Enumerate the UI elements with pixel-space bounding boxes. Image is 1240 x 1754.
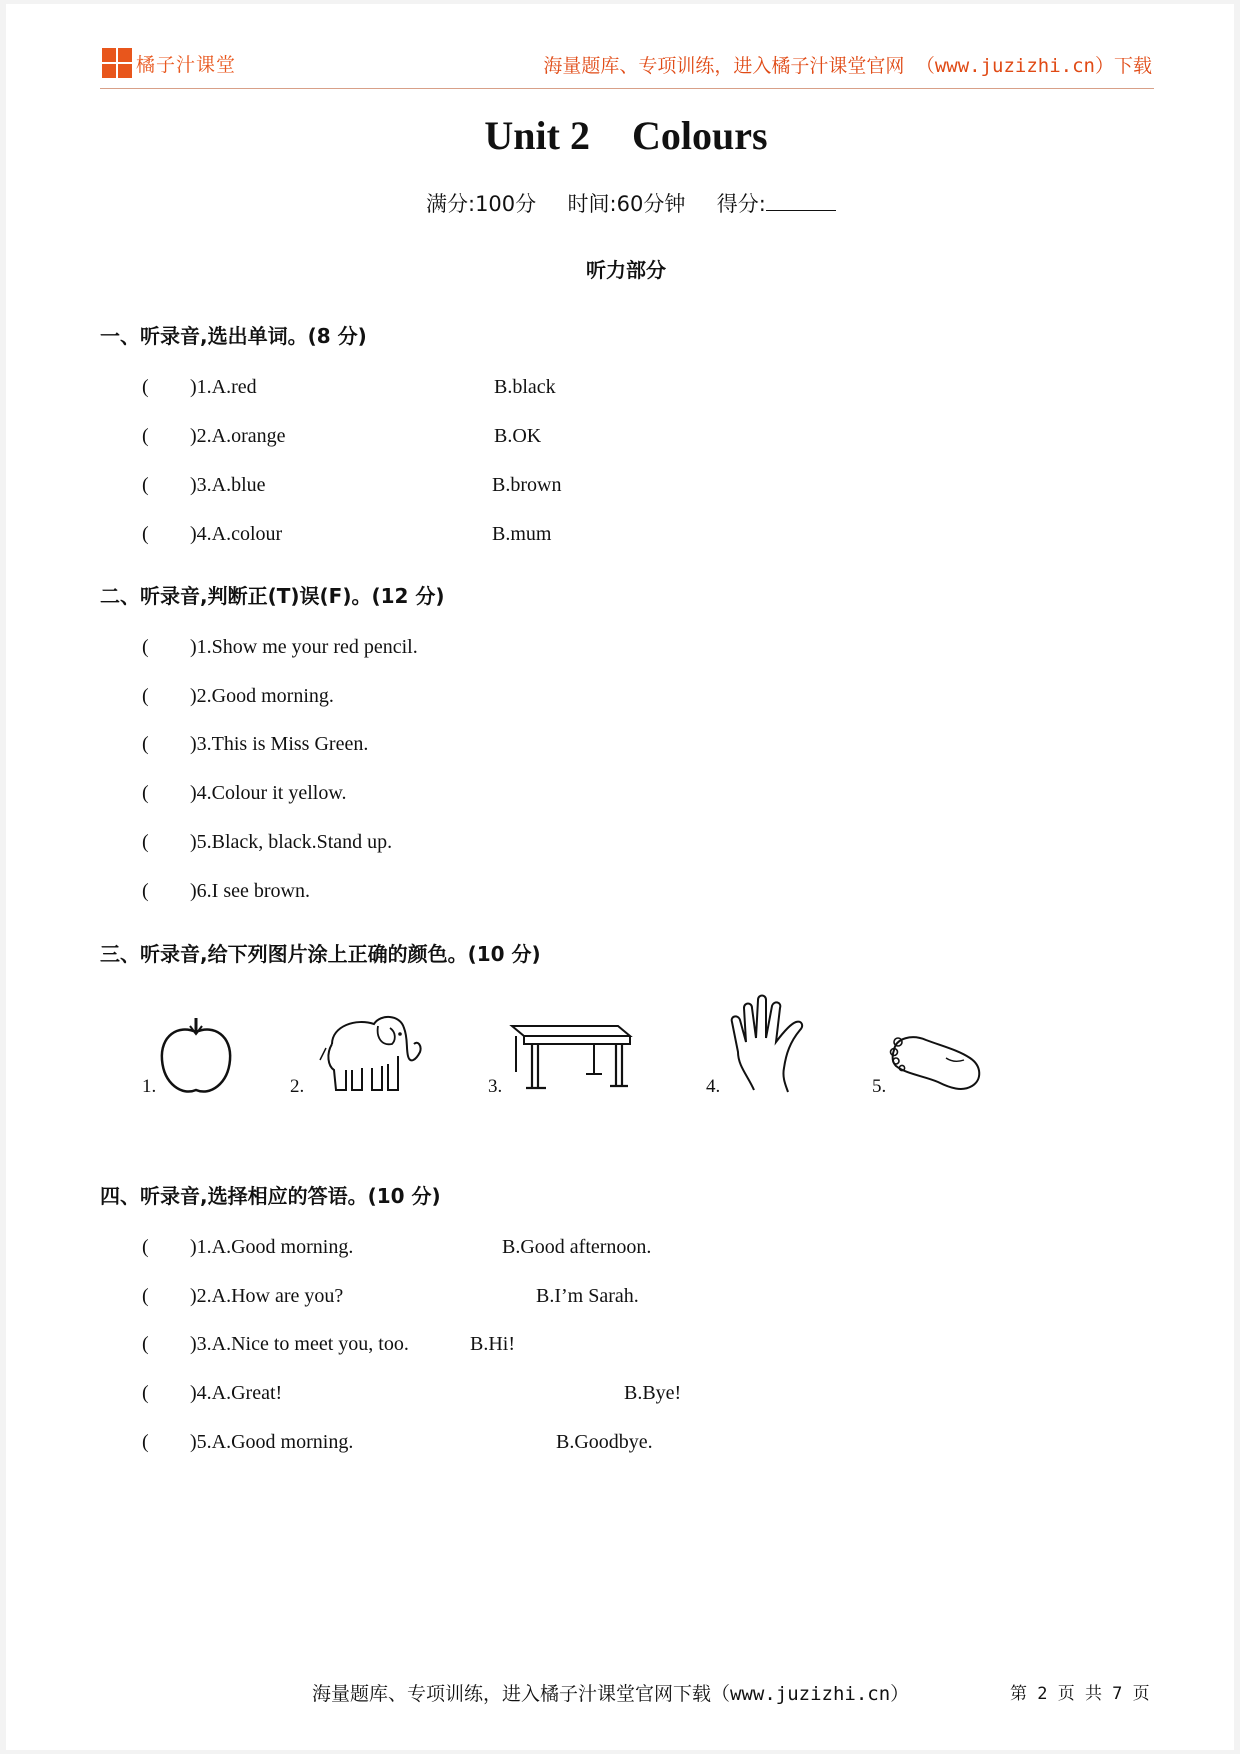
- hand-icon[interactable]: [724, 992, 808, 1096]
- option-a: )2.A.How are you?: [190, 1285, 344, 1307]
- section3-heading: 三、听录音,给下列图片涂上正确的颜色。(10 分): [100, 942, 541, 966]
- picture-number: 5.: [872, 1076, 887, 1097]
- option-b: B.Good afternoon.: [502, 1236, 652, 1258]
- answer-paren[interactable]: (: [142, 782, 149, 804]
- option-a: )3.A.blue: [190, 474, 266, 496]
- answer-paren[interactable]: (: [142, 733, 149, 755]
- answer-paren[interactable]: (: [142, 880, 149, 902]
- answer-paren[interactable]: (: [142, 1236, 149, 1258]
- answer-paren[interactable]: (: [142, 1333, 149, 1355]
- score-blank[interactable]: [766, 192, 836, 211]
- option-a: )5.A.Good morning.: [190, 1431, 354, 1453]
- answer-paren[interactable]: (: [142, 831, 149, 853]
- header-divider: [100, 88, 1154, 89]
- option-b: B.black: [494, 376, 556, 398]
- answer-paren[interactable]: (: [142, 1285, 149, 1307]
- option-a: )4.A.Great!: [190, 1382, 283, 1404]
- option-b: B.Hi!: [470, 1333, 515, 1355]
- section2-heading: 二、听录音,判断正(T)误(F)。(12 分): [100, 584, 445, 608]
- option-b: B.I’m Sarah.: [536, 1285, 639, 1307]
- picture-number: 3.: [488, 1076, 503, 1097]
- answer-paren[interactable]: (: [142, 376, 149, 398]
- apple-icon[interactable]: [156, 1014, 236, 1098]
- page-number: 第 2 页 共 7 页: [1010, 1684, 1150, 1704]
- picture-number: 4.: [706, 1076, 721, 1097]
- answer-paren[interactable]: (: [142, 685, 149, 707]
- statement: )1.Show me your red pencil.: [190, 636, 418, 658]
- section1-heading: 一、听录音,选出单词。(8 分): [100, 324, 367, 348]
- logo-text: 橘子汁课堂: [136, 53, 237, 76]
- worksheet-page: [6, 4, 1234, 1750]
- option-a: )3.A.Nice to meet you, too.: [190, 1333, 409, 1355]
- answer-paren[interactable]: (: [142, 636, 149, 658]
- part-heading: 听力部分: [586, 258, 666, 282]
- picture-number: 1.: [142, 1076, 157, 1097]
- answer-paren[interactable]: (: [142, 474, 149, 496]
- score-label: 得分:: [716, 192, 766, 216]
- picture-number: 2.: [290, 1076, 305, 1097]
- option-b: B.OK: [494, 425, 542, 447]
- time-limit: 时间:60分钟: [567, 192, 686, 216]
- footer-text[interactable]: 海量题库、专项训练，进入橘子汁课堂官网下载（www.juzizhi.cn）: [312, 1683, 910, 1705]
- statement: )2.Good morning.: [190, 685, 334, 707]
- statement: )6.I see brown.: [190, 880, 310, 902]
- score-line: [426, 188, 836, 218]
- title-unit: Unit 2: [484, 113, 590, 158]
- foot-icon[interactable]: [886, 1028, 986, 1096]
- option-a: )4.A.colour: [190, 523, 283, 545]
- answer-paren[interactable]: (: [142, 1382, 149, 1404]
- option-b: B.Goodbye.: [556, 1431, 653, 1453]
- option-a: )1.A.Good morning.: [190, 1236, 354, 1258]
- statement: )3.This is Miss Green.: [190, 733, 369, 755]
- logo-icon: [102, 48, 132, 78]
- header-slogan[interactable]: 海量题库、专项训练，进入橘子汁课堂官网 （www.juzizhi.cn）下载: [543, 55, 1152, 77]
- title-topic: Colours: [632, 113, 768, 158]
- section4-heading: 四、听录音,选择相应的答语。(10 分): [100, 1184, 441, 1208]
- desk-icon[interactable]: [506, 1020, 636, 1096]
- page-title: [6, 112, 1240, 159]
- elephant-icon[interactable]: [316, 1004, 426, 1096]
- brand-logo[interactable]: [102, 48, 236, 78]
- full-marks: 满分:100分: [426, 192, 537, 216]
- answer-paren[interactable]: (: [142, 1431, 149, 1453]
- statement: )4.Colour it yellow.: [190, 782, 347, 804]
- option-a: )1.A.red: [190, 376, 257, 398]
- option-b: B.Bye!: [624, 1382, 682, 1404]
- option-a: )2.A.orange: [190, 425, 286, 447]
- answer-paren[interactable]: (: [142, 523, 149, 545]
- option-b: B.mum: [492, 523, 552, 545]
- statement: )5.Black, black.Stand up.: [190, 831, 393, 853]
- answer-paren[interactable]: (: [142, 425, 149, 447]
- option-b: B.brown: [492, 474, 562, 496]
